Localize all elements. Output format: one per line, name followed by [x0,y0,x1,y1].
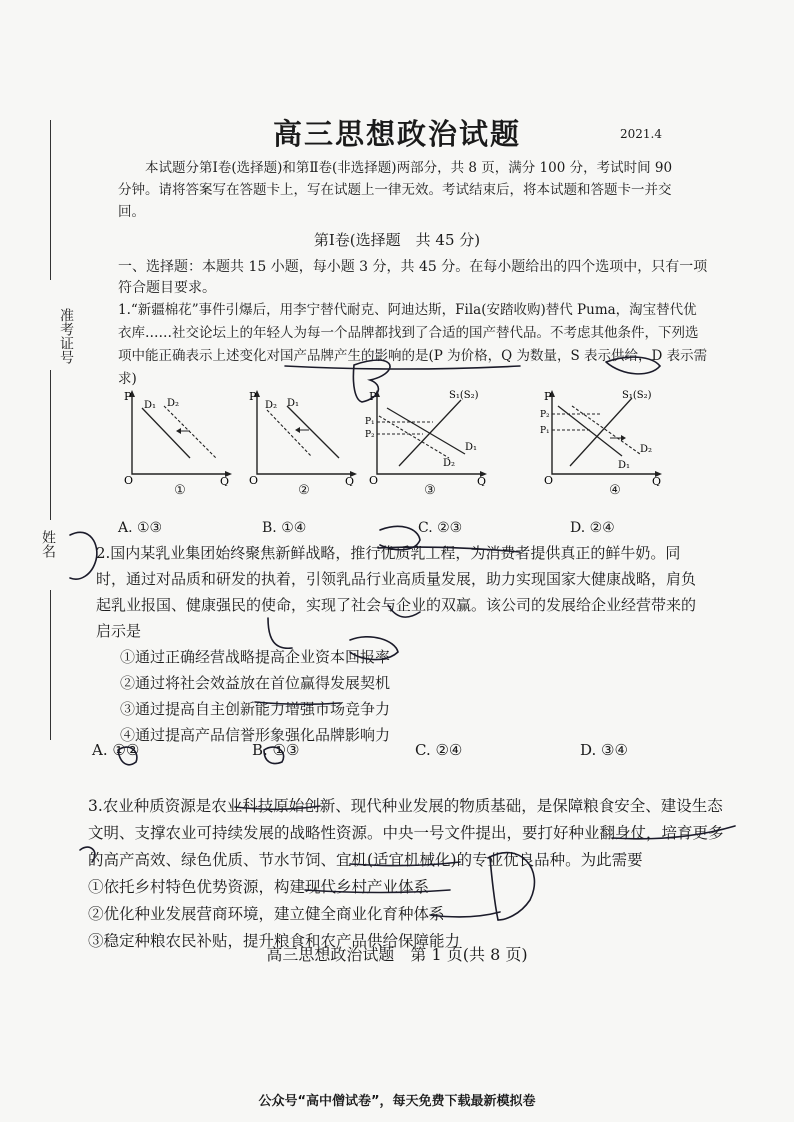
graph-3-p1: P₁ [365,417,375,427]
question-2-item-4: ④通过提高产品信誉形象强化品牌影响力 [120,726,391,744]
question-3-stem: 3.农业种质资源是农业科技原始创新、现代种业发展的物质基础，是保障粮食安全、建设生态文明、支撑农业可持续发展的战略性资源。中央一号文件提出，要打好种业翻身仗，培育更多的高产高效、绿色优质、节水节饲、宜机(适宜机械化)的专业优良品种。为此需要 [88,797,724,869]
q1-option-c[interactable]: C. ②③ [418,520,463,536]
graph-1-d1: D₁ [144,400,157,411]
graph-3 [365,386,495,486]
pen-mark [70,532,97,579]
binding-line [50,370,51,520]
graph-3-d1: D₁ [465,442,478,453]
graph-3-o: O [369,474,379,486]
graph-2-d1: D₁ [287,398,300,409]
name-label: 姓名 [40,530,56,558]
question-2 [96,540,696,748]
section-instruction: 一、选择题：本题共 15 小题，每小题 3 分，共 45 分。在每小题给出的四个选项中，只有一项符合题目要求。 [118,259,708,296]
graph-1-o: O [124,474,134,486]
q2-option-c[interactable]: C. ②④ [415,741,463,759]
page-footer: 高三思想政治试题 第 1 页(共 8 页) [266,945,528,964]
q1-option-d[interactable]: D. ②④ [570,520,615,536]
graph-4-q: Q [652,475,662,486]
graph-3-s: S₁(S₂) [449,390,479,401]
question-1 [118,299,708,391]
question-3-item-2: ②优化种业发展营商环境，建立健全商业化育种体系 [88,905,445,923]
graph-3-caption: ③ [424,483,436,498]
question-2-item-3: ③通过提高自主创新能力增强市场竞争力 [120,700,391,718]
question-3-item-1: ①依托乡村特色优势资源，构建现代乡村产业体系 [88,878,430,896]
graph-3-p2: P₂ [365,430,375,440]
graph-4-p: P [544,390,552,403]
question-3 [88,793,728,955]
graph-4-o: O [544,474,554,486]
q2-option-b[interactable]: B. ①③ [252,741,300,759]
exam-number-label: 准考证号 [58,308,74,364]
graph-4-d1: D₁ [618,460,631,471]
graph-4 [540,386,670,486]
question-2-item-1: ①通过正确经营战略提高企业资本回报率 [120,648,391,666]
q2-option-a[interactable]: A. ①② [92,741,140,759]
question-2-item-2: ②通过将社会效益放在首位赢得发展契机 [120,674,391,692]
question-3-item-3: ③稳定种粮农民补贴，提升粮食和农产品供给保障能力 [88,932,461,950]
graph-1 [120,386,240,486]
graph-4-p1: P₁ [540,426,550,436]
graph-1-p: P [124,390,132,403]
question-1-stem: 1.“新疆棉花”事件引爆后，用李宁替代耐克、阿迪达斯，Fila(安踏收购)替代 Puma，淘宝替代优衣库……社交论坛上的年轻人为每一个品牌都找到了合适的国产替代品。不考虑其他条件，下列选项中能正确表示上述变化对国产品牌产生的影响的是(P 为价格，Q 为数量，S 表示供给，D 表示需求) [118,302,708,387]
graph-1-q: Q [220,475,230,486]
graph-1-caption: ① [174,483,186,498]
graph-1-d2: D₂ [167,398,180,409]
section-title: 第Ⅰ卷(选择题 共 45 分) [313,231,481,249]
graph-2 [245,386,365,486]
exam-intro: 本试题分第Ⅰ卷(选择题)和第Ⅱ卷(非选择题)两部分，共 8 页，满分 100 分，考试时间 90 分钟。请将答案写在答题卡上，写在试题上一律无效。考试结束后，将本试题和答题卡一并交回。 [118,160,673,220]
graph-2-q: Q [345,475,355,486]
exam-date: 2021.4 [620,127,662,141]
graph-3-d2: D₂ [443,458,456,469]
graph-2-d2: D₂ [265,400,278,411]
q2-option-d[interactable]: D. ③④ [580,741,628,759]
graph-2-p: P [249,390,257,403]
graph-4-caption: ④ [609,483,621,498]
binding-line [50,590,51,740]
question-2-stem: 2.国内某乳业集团始终聚焦新鲜战略，推行优质乳工程，为消费者提供真正的鲜牛奶。同时，通过对品质和研发的执着，引领乳品行业高质量发展，助力实现国家大健康战略，肩负起乳业报国、健康强民的使命，实现了社会与企业的双赢。该公司的发展给企业经营带来的启示是 [96,544,697,640]
graph-2-o: O [249,474,259,486]
graph-3-p: P [369,390,377,403]
graph-4-p2: P₂ [540,410,550,420]
graph-3-q: Q [477,475,487,486]
graph-2-caption: ② [298,483,310,498]
graph-4-d2: D₂ [640,444,653,455]
q1-option-b[interactable]: B. ①④ [262,520,307,536]
graph-4-s: S₁(S₂) [622,390,652,401]
bottom-banner: 公众号“高中僧试卷”，每天免费下载最新模拟卷 [258,1094,536,1109]
q1-option-a[interactable]: A. ①③ [118,520,163,536]
page-title: 高三思想政治试题 [272,117,521,151]
